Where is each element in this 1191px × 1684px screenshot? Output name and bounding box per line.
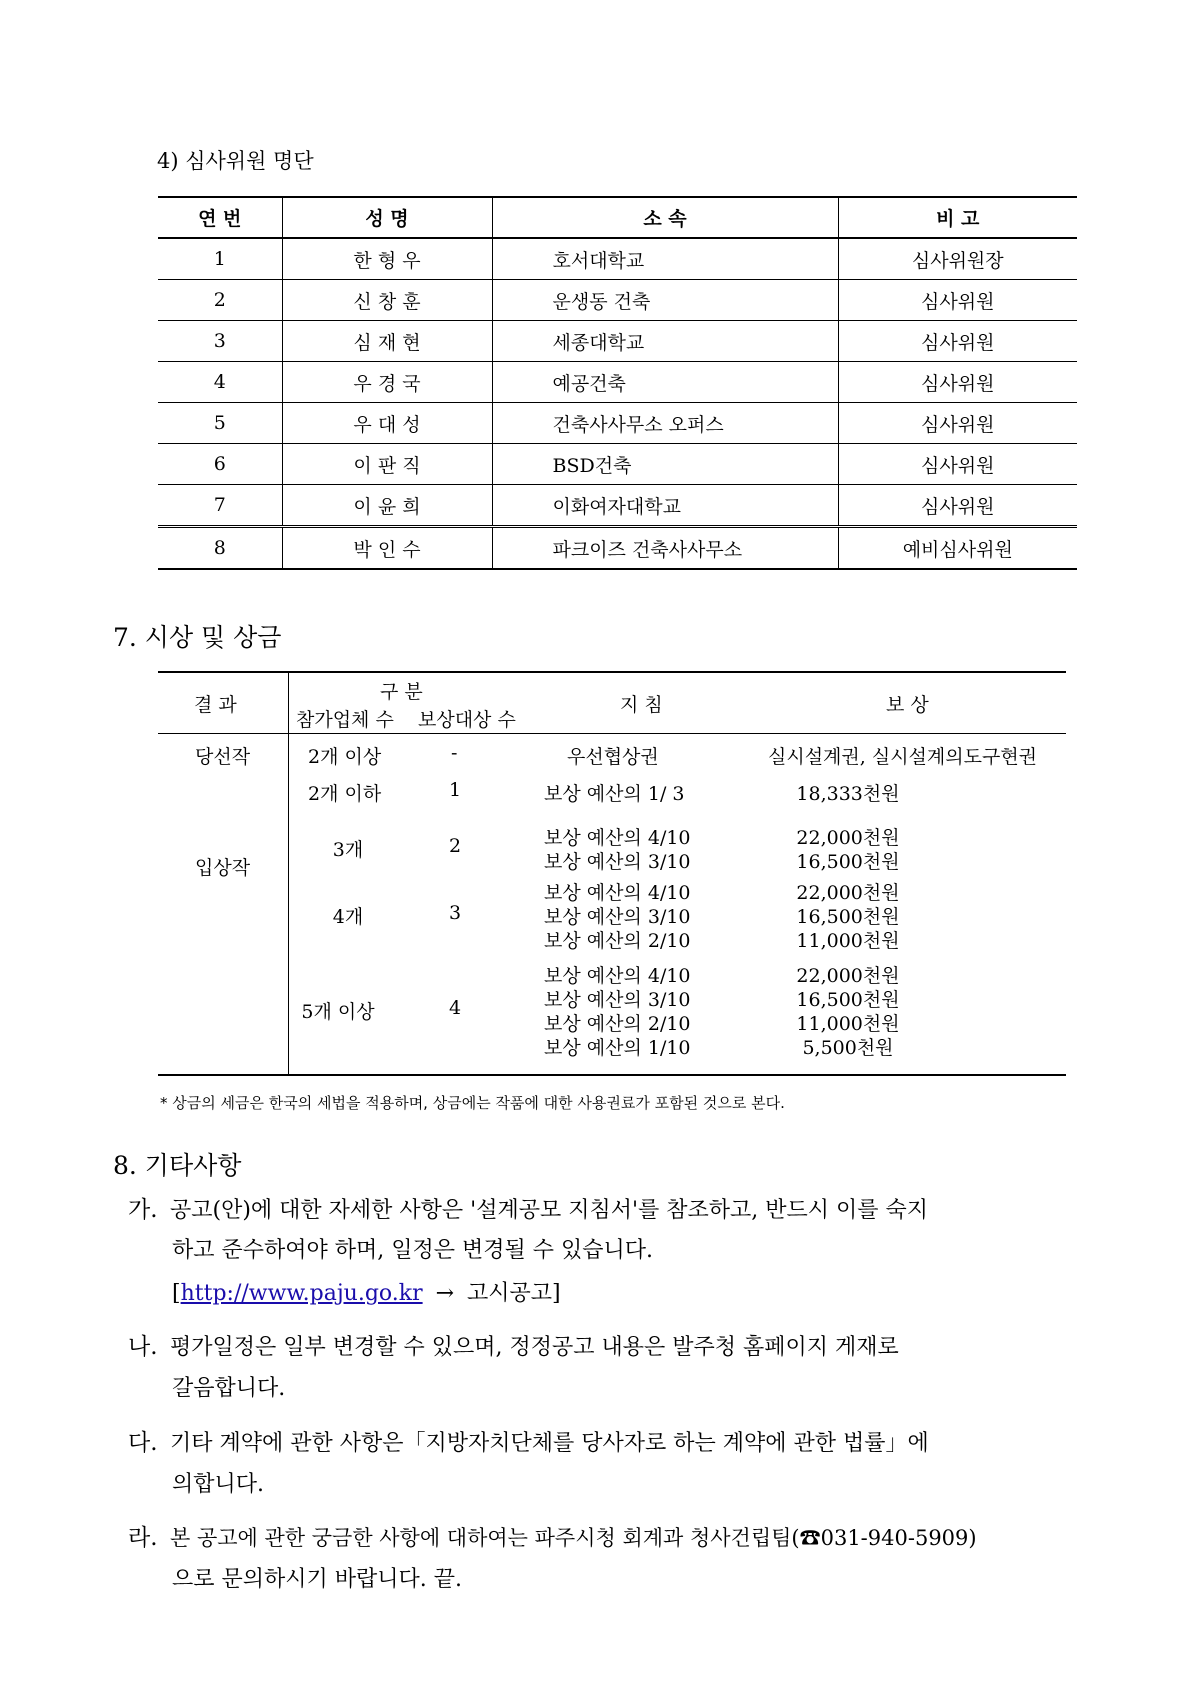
item-line: 갈음합니다.	[172, 1376, 286, 1401]
committee-header-row	[158, 197, 1077, 238]
committee-row	[158, 321, 1077, 362]
committee-cell: 운생동 건축	[492, 280, 838, 321]
item-line: 의합니다.	[172, 1472, 265, 1497]
committee-cell: 이 윤 희	[282, 485, 492, 527]
col-header: 연 번	[158, 197, 282, 238]
entry-reward: 11,000천원	[796, 1013, 900, 1035]
entry-reward: 18,333천원	[796, 783, 900, 805]
misc-heading: 8. 기타사항	[113, 1151, 242, 1180]
prize-note: * 상금의 세금은 한국의 세법을 적용하며, 상금에는 작품에 대한 사용권료가 포함된 것으로 본다.	[160, 1094, 785, 1112]
committee-cell: 심사위원	[838, 485, 1077, 527]
header-participants: 참가업체 수	[296, 709, 394, 731]
entry-reward: 16,500천원	[796, 851, 900, 873]
col-header: 소 속	[492, 197, 838, 238]
col-header: 성 명	[282, 197, 492, 238]
misc-item	[128, 1519, 977, 1552]
committee-cell: 예비심사위원	[838, 527, 1077, 570]
entry-reward: 16,500천원	[796, 989, 900, 1011]
committee-row	[158, 527, 1077, 570]
committee-cell: 박 인 수	[282, 527, 492, 570]
committee-cell: 심사위원장	[838, 238, 1077, 280]
entry-reward: 16,500천원	[796, 906, 900, 928]
entry-awardees: 4	[448, 997, 462, 1019]
committee-row	[158, 238, 1077, 280]
committee-cell: 5	[158, 403, 282, 444]
committee-cell: 심 재 현	[282, 321, 492, 362]
item-line: 하고 준수하여야 하며, 일정은 변경될 수 있습니다.	[172, 1238, 653, 1263]
committee-cell: 이 판 직	[282, 444, 492, 485]
header-reward: 보 상	[886, 694, 929, 716]
item-line: 기타 계약에 관한 사항은「지방자치단체를 당사자로 하는 계약에 관한 법률」에	[170, 1431, 929, 1456]
entry-participants: 2개 이하	[308, 783, 382, 805]
winner-participants: 2개 이상	[308, 746, 382, 768]
arrow-icon: →	[435, 1281, 455, 1306]
entry-reward: 11,000천원	[796, 930, 900, 952]
link-open: [	[172, 1281, 181, 1306]
item-marker: 다.	[128, 1430, 158, 1456]
entry-guideline: 보상 예산의 1/ 3	[544, 783, 685, 805]
entry-guideline: 보상 예산의 3/10	[544, 989, 691, 1011]
paju-url-link[interactable]: http://www.paju.go.kr	[180, 1281, 423, 1306]
committee-cell: 심사위원	[838, 280, 1077, 321]
committee-cell: 이화여자대학교	[492, 485, 838, 527]
prize-heading: 7. 시상 및 상금	[113, 623, 282, 652]
entry-reward: 22,000천원	[796, 827, 900, 849]
item-line: 공고(안)에 대한 자세한 사항은 '설계공모 지침서'를 참조하고, 반드시 이를 숙지	[170, 1198, 929, 1223]
committee-heading: 4) 심사위원 명단	[157, 149, 314, 173]
entry-guideline: 보상 예산의 1/10	[544, 1037, 691, 1059]
entry-participants: 4개	[332, 906, 364, 928]
entry-participants: 3개	[332, 839, 364, 861]
committee-cell: 한 형 우	[282, 238, 492, 280]
committee-cell: 1	[158, 238, 282, 280]
committee-cell: 신 창 훈	[282, 280, 492, 321]
misc-item	[128, 1328, 899, 1361]
winner-awardees: -	[451, 742, 458, 764]
committee-cell: 심사위원	[838, 321, 1077, 362]
committee-cell: BSD건축	[492, 444, 838, 485]
committee-table	[158, 196, 1077, 570]
committee-row	[158, 362, 1077, 403]
prize-header	[158, 673, 1066, 734]
committee-cell: 심사위원	[838, 403, 1077, 444]
committee-cell: 4	[158, 362, 282, 403]
winner-reward: 실시설계권, 실시설계의도구현권	[768, 746, 1038, 768]
committee-cell: 우 대 성	[282, 403, 492, 444]
link-target: 고시공고]	[467, 1281, 561, 1306]
item-marker: 가.	[128, 1197, 158, 1223]
entry-guideline: 보상 예산의 3/10	[544, 906, 691, 928]
entry-reward: 22,000천원	[796, 882, 900, 904]
committee-cell: 건축사사무소 오퍼스	[492, 403, 838, 444]
item-marker: 라.	[128, 1525, 158, 1551]
entry-awardees: 3	[448, 902, 462, 924]
entry-participants: 5개 이상	[301, 1001, 375, 1023]
col-header: 비 고	[838, 197, 1077, 238]
committee-cell: 2	[158, 280, 282, 321]
committee-cell: 7	[158, 485, 282, 527]
entry-guideline: 보상 예산의 2/10	[544, 1013, 691, 1035]
committee-cell: 호서대학교	[492, 238, 838, 280]
committee-cell: 8	[158, 527, 282, 570]
entry-awardees: 2	[448, 835, 462, 857]
entry-reward: 22,000천원	[796, 965, 900, 987]
committee-row	[158, 485, 1077, 527]
entry-guideline: 보상 예산의 4/10	[544, 965, 691, 987]
item-line: 본 공고에 관한 궁금한 사항에 대하여는 파주시청 회계과 청사건립팀(☎031-940-5909)	[170, 1526, 977, 1550]
entry-guideline: 보상 예산의 3/10	[544, 851, 691, 873]
winner-label: 당선작	[195, 746, 251, 768]
entry-reward: 5,500천원	[802, 1037, 894, 1059]
committee-cell: 예공건축	[492, 362, 838, 403]
committee-cell: 3	[158, 321, 282, 362]
winner-guideline: 우선협상권	[567, 746, 659, 768]
header-group: 구 분	[380, 681, 423, 703]
entry-guideline: 보상 예산의 2/10	[544, 930, 691, 952]
committee-cell: 세종대학교	[492, 321, 838, 362]
misc-item	[128, 1191, 928, 1224]
committee-cell: 우 경 국	[282, 362, 492, 403]
entries-label: 입상작	[195, 857, 251, 879]
item-marker: 나.	[128, 1334, 158, 1360]
entry-guideline: 보상 예산의 4/10	[544, 827, 691, 849]
committee-row	[158, 444, 1077, 485]
prize-table	[158, 671, 1066, 1076]
entry-guideline: 보상 예산의 4/10	[544, 882, 691, 904]
committee-row	[158, 280, 1077, 321]
committee-cell: 6	[158, 444, 282, 485]
item-line: 평가일정은 일부 변경할 수 있으며, 정정공고 내용은 발주청 홈페이지 게재로	[170, 1335, 899, 1360]
entry-awardees: 1	[448, 779, 462, 801]
committee-cell: 심사위원	[838, 362, 1077, 403]
header-awardees: 보상대상 수	[418, 709, 516, 731]
header-guideline: 지 침	[620, 694, 663, 716]
committee-cell: 심사위원	[838, 444, 1077, 485]
committee-cell: 파크이즈 건축사사무소	[492, 527, 838, 570]
misc-item	[128, 1424, 929, 1457]
committee-row	[158, 403, 1077, 444]
reference-link	[172, 1276, 561, 1307]
item-line: 으로 문의하시기 바랍니다. 끝.	[172, 1567, 462, 1592]
header-result: 결 과	[194, 694, 237, 716]
